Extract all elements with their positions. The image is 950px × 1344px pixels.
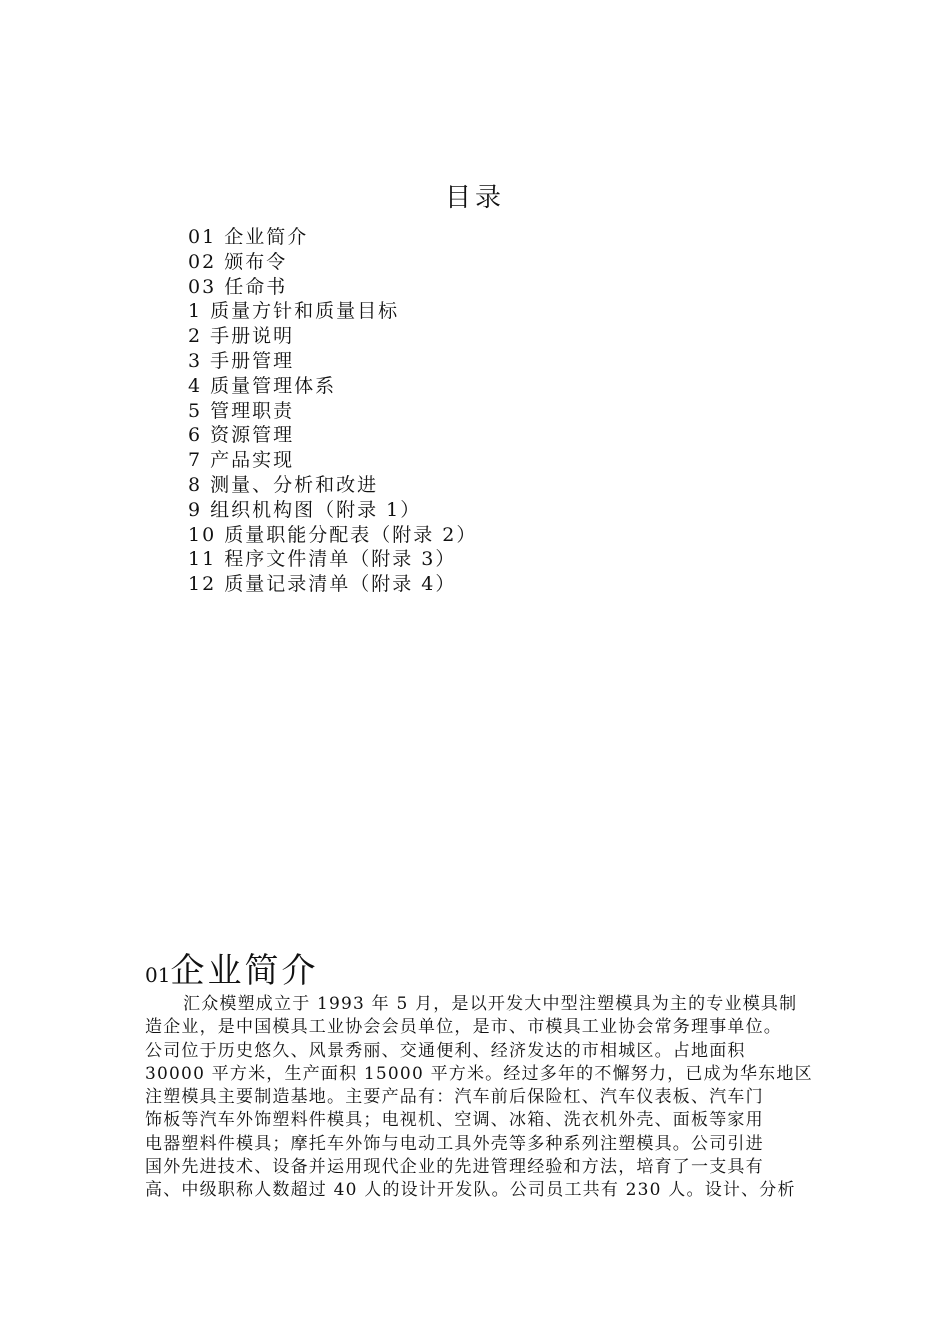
toc-list xyxy=(188,225,477,597)
toc-item: 5 管理职责 xyxy=(188,399,295,422)
section-number: 01 xyxy=(145,963,171,987)
paragraph-line: 公司位于历史悠久、风景秀丽、交通便利、经济发达的市相城区。占地面积 xyxy=(145,1040,746,1061)
toc-item: 12 质量记录清单（附录 4） xyxy=(188,573,457,596)
toc-title: 目录 xyxy=(444,183,505,213)
toc-item: 6 资源管理 xyxy=(188,424,295,447)
toc-item: 01 企业简介 xyxy=(188,226,309,248)
paragraph-line: 电器塑料件模具；摩托车外饰与电动工具外壳等多种系列注塑模具。公司引进 xyxy=(145,1133,764,1154)
section-body xyxy=(145,993,825,1203)
toc-item: 10 质量职能分配表（附录 2） xyxy=(188,523,478,546)
paragraph-line: 饰板等汽车外饰塑料件模具；电视机、空调、冰箱、洗衣机外壳、面板等家用 xyxy=(145,1110,764,1131)
toc-item: 11 程序文件清单（附录 3） xyxy=(188,548,457,571)
paragraph-line: 高、中级职称人数超过 40 人的设计开发队。公司员工共有 230 人。设计、分析 xyxy=(145,1180,796,1201)
toc-item: 1 质量方针和质量目标 xyxy=(188,300,400,323)
paragraph-line: 国外先进技术、设备并运用现代企业的先进管理经验和方法，培育了一支具有 xyxy=(145,1157,764,1178)
toc-item: 03 任命书 xyxy=(188,275,288,298)
paragraph-line: 注塑模具主要制造基地。主要产品有：汽车前后保险杠、汽车仪表板、汽车门 xyxy=(145,1087,764,1108)
toc-item: 4 质量管理体系 xyxy=(188,374,337,397)
toc-item: 3 手册管理 xyxy=(188,349,295,372)
paragraph-line: 汇众模塑成立于 1993 年 5 月，是以开发大中型注塑模具为主的专业模具制 xyxy=(183,994,798,1014)
toc-item: 8 测量、分析和改进 xyxy=(188,473,379,496)
toc-item: 7 产品实现 xyxy=(188,449,295,472)
paragraph-line: 造企业，是中国模具工业协会会员单位，是市、市模具工业协会常务理事单位。 xyxy=(145,1017,782,1038)
paragraph-line: 30000 平方米，生产面积 15000 平方米。经过多年的不懈努力，已成为华东地区 xyxy=(145,1063,813,1084)
toc-item: 9 组织机构图（附录 1） xyxy=(188,498,422,521)
section-title: 企业简介 xyxy=(170,951,319,991)
toc-item: 2 手册说明 xyxy=(188,325,295,348)
toc-item: 02 颁布令 xyxy=(188,250,288,273)
